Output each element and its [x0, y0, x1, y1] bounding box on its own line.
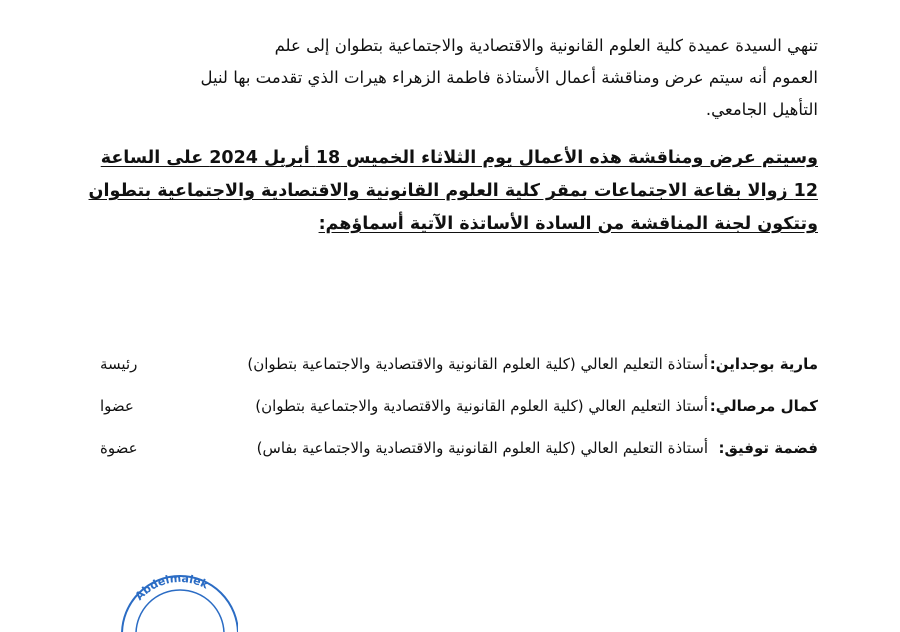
member-name: كمال مرصالي: [709, 397, 818, 415]
intro-paragraph [100, 30, 818, 126]
member-title: أستاذة التعليم العالي (كلية العلوم القانونية والاقتصادية والاجتماعية بفاس) [256, 439, 708, 457]
stamp-text: Abdelmalek [132, 572, 211, 603]
notice-line: وتتكون لجنة المناقشة من السادة الأساتذة الآتية أسماؤهم: [318, 214, 818, 234]
intro-line: التأهيل الجامعي. [705, 100, 818, 119]
committee-member [100, 439, 818, 463]
member-role: عضوة [100, 439, 138, 457]
official-stamp [118, 572, 238, 632]
member-name: مارية بوجداين: [709, 355, 818, 373]
member-name: فضمة توفيق: [718, 439, 818, 457]
intro-line: العموم أنه سيتم عرض ومناقشة أعمال الأستاذة فاطمة الزهراء هيرات الذي تقدمت بها لنيل [200, 68, 818, 87]
member-title: أستاذة التعليم العالي (كلية العلوم القانونية والاقتصادية والاجتماعية بتطوان) [247, 355, 708, 373]
member-role: رئيسة [100, 355, 138, 373]
stamp-inner-ring [136, 590, 224, 632]
member-role: عضوا [100, 397, 134, 415]
committee-member [100, 397, 818, 421]
notice-line: 12 زوالا بقاعة الاجتماعات بمقر كلية العلوم القانونية والاقتصادية والاجتماعية بتطوان [88, 181, 818, 201]
member-title: أستاذ التعليم العالي (كلية العلوم القانونية والاقتصادية والاجتماعية بتطوان) [255, 397, 708, 415]
intro-line: تنهي السيدة عميدة كلية العلوم القانونية والاقتصادية والاجتماعية بتطوان إلى علم [274, 36, 818, 55]
committee-member [100, 355, 818, 379]
notice-paragraph [88, 142, 818, 241]
notice-line: وسيتم عرض ومناقشة هذه الأعمال يوم الثلاثاء الخميس 18 أبريل 2024 على الساعة [100, 148, 818, 168]
